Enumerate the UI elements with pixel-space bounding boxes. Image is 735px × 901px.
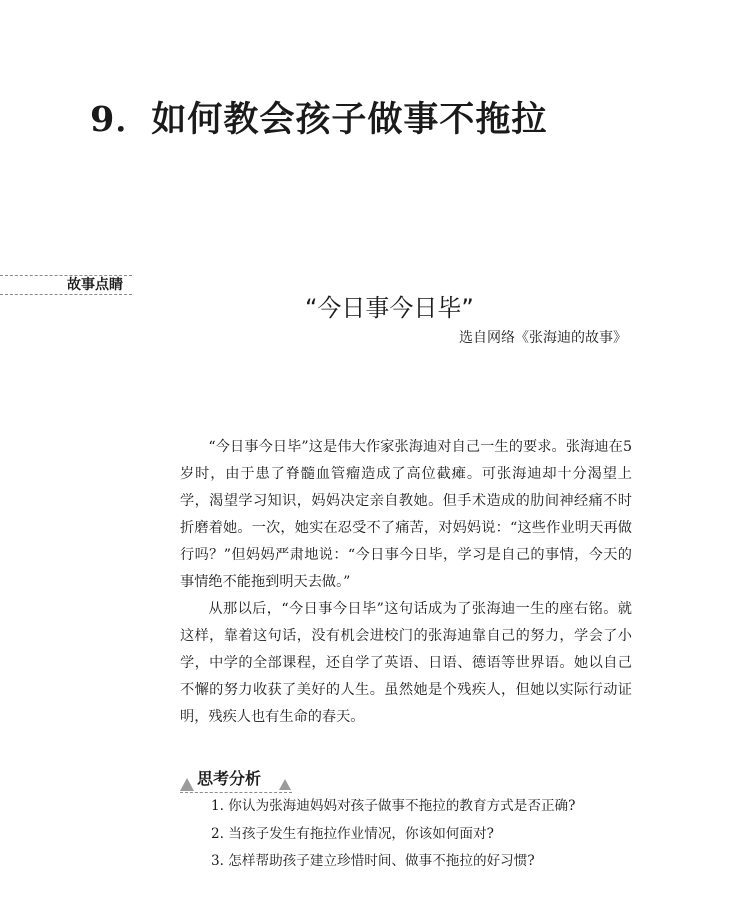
story-title: “今日事今日毕”	[305, 293, 474, 322]
question-list	[211, 793, 651, 876]
story-paragraph: “今日事今日毕”这是伟大作家张海迪对自己一生的要求。张海迪在5岁时，由于患了脊髓血管瘤造成了高位截瘫。可张海迪却十分渴望上学，渴望学习知识，妈妈决定亲自教她。但手术造成的肋间神经痛不时折磨着她。一次，她实在忍受不了痛苦，对妈妈说：“这些作业明天再做行吗？”但妈妈严肃地说：“今日事今日毕，学习是自己的事情，今天的事情绝不能拖到明天去做。”	[180, 439, 632, 590]
triangle-icon	[180, 778, 194, 791]
story-paragraph: 从那以后，“今日事今日毕”这句话成为了张海迪一生的座右铭。就这样，靠着这句话，没有机会进校门的张海迪靠自己的努力，学会了小学，中学的全部课程，还自学了英语、日语、德语等世界语。她以自己不懈的努力收获了美好的人生。虽然她是个残疾人，但她以实际行动证明，残疾人也有生命的春天。	[180, 601, 632, 725]
question-item: 2. 当孩子发生有拖拉作业情况，你该如何面对?	[211, 825, 494, 842]
analysis-heading	[180, 768, 300, 794]
story-source: 选自网络《张海迪的故事》	[459, 330, 627, 346]
chapter-title: 9．如何教会孩子做事不拖拉	[90, 99, 548, 141]
question-item: 1. 你认为张海迪妈妈对孩子做事不拖拉的教育方式是否正确?	[211, 798, 576, 814]
section-rule-bottom	[0, 294, 132, 295]
section-label: 故事点睛	[67, 277, 123, 293]
triangle-icon	[279, 779, 291, 790]
analysis-heading-label: 思考分析	[197, 769, 262, 788]
question-item: 3. 怎样帮助孩子建立珍惜时间、做事不拖拉的好习惯?	[211, 853, 535, 869]
story-body	[180, 434, 632, 731]
